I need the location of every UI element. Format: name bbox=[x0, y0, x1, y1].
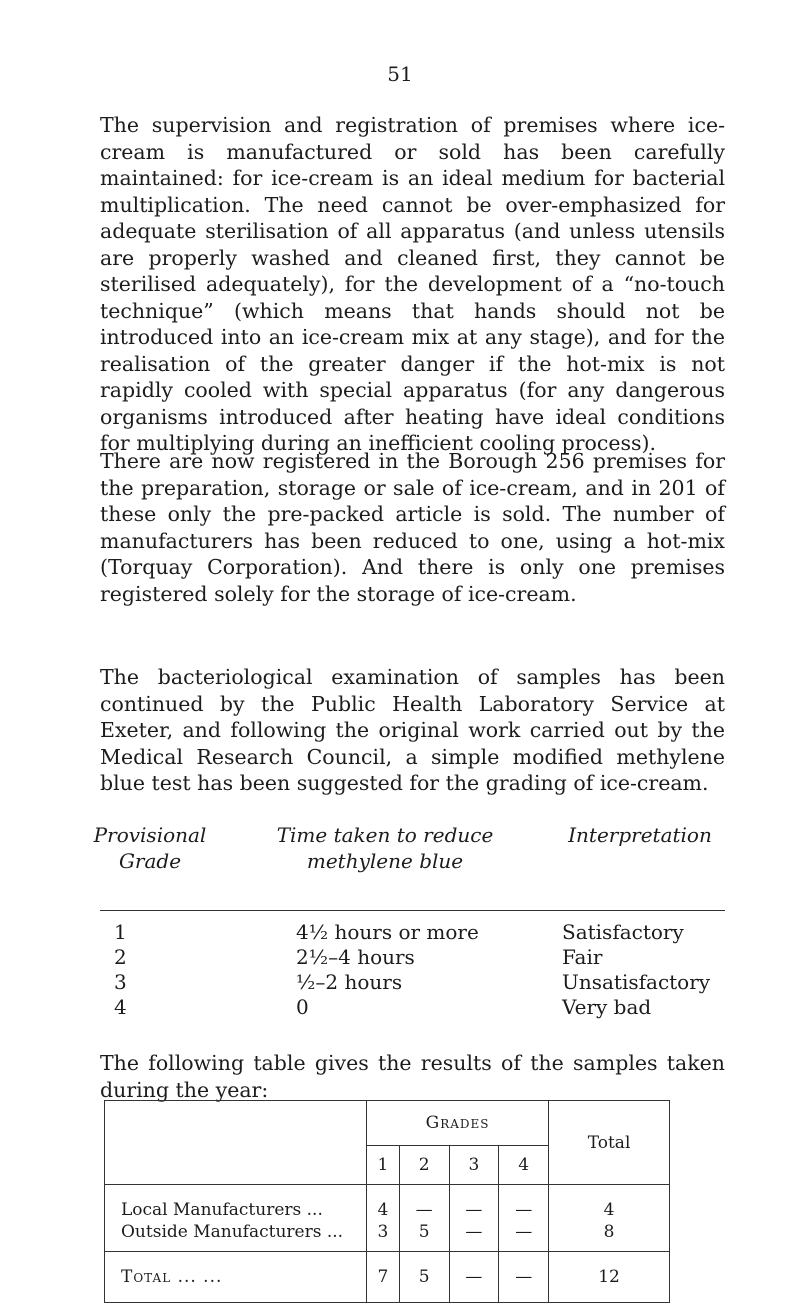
grand-total: 12 bbox=[549, 1252, 670, 1303]
time-header-line2: methylene blue bbox=[306, 849, 464, 873]
grading-row bbox=[0, 995, 800, 1020]
grade-value: 2 bbox=[114, 945, 127, 969]
paragraph-ice-cream-supervision: The supervision and registration of premises where ice-cream is manufactured or sold has been carefully maintained: for ice-cream is an ideal medium for bacterial multiplication. The need cannot be over-emphasized for adequate sterilisation of all apparatus (and unless utensils are properly washed and cleaned first, they cannot be sterilised adequately), for the development of a “no-touch technique” (which means that hands should not be introduced into an ice-cream mix at any stage), and for the realisation of the greater danger if the hot-mix is not rapidly cooled with special apparatus (for any dangerous organisms introduced after heating have ideal conditions for multiplying during an inefficient cooling process). bbox=[100, 113, 725, 455]
total-row bbox=[105, 1252, 670, 1303]
cell-value: 5 bbox=[399, 1221, 449, 1252]
results-header-row bbox=[105, 1101, 670, 1146]
time-value: ½–2 hours bbox=[296, 970, 403, 994]
row-total: 4 bbox=[549, 1185, 670, 1222]
grade-header-line1: Provisional bbox=[93, 823, 207, 847]
interpretation-value: Very bad bbox=[562, 995, 652, 1019]
results-table bbox=[104, 1100, 670, 1303]
grade-header-line2: Grade bbox=[118, 849, 182, 873]
cell-value: — bbox=[399, 1185, 449, 1222]
cell-value: 3 bbox=[367, 1221, 400, 1252]
cell-value: — bbox=[499, 1252, 549, 1303]
time-value: 0 bbox=[296, 995, 309, 1019]
time-value: 2½–4 hours bbox=[296, 945, 415, 969]
grade-value: 4 bbox=[114, 995, 127, 1019]
grading-table-rule bbox=[100, 910, 725, 911]
cell-value: — bbox=[499, 1185, 549, 1222]
time-header-line1: Time taken to reduce bbox=[276, 823, 494, 847]
row-total: 8 bbox=[549, 1221, 670, 1252]
row-label: Outside Manufacturers ... bbox=[105, 1221, 367, 1252]
grading-row bbox=[0, 920, 800, 945]
cell-value: — bbox=[449, 1252, 499, 1303]
total-header: Total bbox=[549, 1101, 670, 1185]
time-value: 4½ hours or more bbox=[296, 920, 479, 944]
grade-column-4: 4 bbox=[499, 1146, 549, 1185]
grade-value: 1 bbox=[114, 920, 127, 944]
table-row bbox=[105, 1185, 670, 1222]
total-row-label: Total ... ... bbox=[105, 1252, 367, 1303]
results-corner-cell bbox=[105, 1101, 367, 1185]
cell-value: — bbox=[449, 1185, 499, 1222]
interpretation-column-header bbox=[540, 822, 740, 848]
interpretation-value: Unsatisfactory bbox=[562, 970, 711, 994]
page-number: 51 bbox=[387, 62, 413, 86]
grade-value: 3 bbox=[114, 970, 127, 994]
cell-value: — bbox=[449, 1221, 499, 1252]
cell-value: 7 bbox=[367, 1252, 400, 1303]
cell-value: 5 bbox=[399, 1252, 449, 1303]
paragraph-registered-premises: There are now registered in the Borough 256 premises for the preparation, storage or sale of ice-cream, and in 201 of these only the pre-packed article is sold. The number of manufacturers has been reduced to one, using a hot-mix (Torquay Corporation). And there is only one premises registered solely for the storage of ice-cream. bbox=[100, 449, 725, 606]
grading-row bbox=[0, 970, 800, 995]
grading-table bbox=[0, 920, 800, 1020]
paragraph-bacteriological-examination: The bacteriological examination of samples has been continued by the Public Health Laboratory Service at Exeter, and following the original work carried out by the Medical Research Council, a simple modified methylene blue test has been suggested for the grading of ice-cream. bbox=[100, 665, 725, 795]
table-row bbox=[105, 1221, 670, 1252]
grade-column-1: 1 bbox=[367, 1146, 400, 1185]
grades-header: Grades bbox=[367, 1101, 549, 1146]
cell-value: — bbox=[499, 1221, 549, 1252]
row-label: Local Manufacturers ... bbox=[105, 1185, 367, 1222]
time-column-header bbox=[235, 822, 535, 874]
cell-value: 4 bbox=[367, 1185, 400, 1222]
grade-column-header bbox=[60, 822, 240, 874]
grade-column-3: 3 bbox=[449, 1146, 499, 1185]
grading-row bbox=[0, 945, 800, 970]
interpretation-header: Interpretation bbox=[568, 823, 712, 847]
interpretation-value: Fair bbox=[562, 945, 603, 969]
interpretation-value: Satisfactory bbox=[562, 920, 684, 944]
paragraph-results-intro: The following table gives the results of the samples taken during the year: bbox=[100, 1051, 725, 1102]
grade-column-2: 2 bbox=[399, 1146, 449, 1185]
